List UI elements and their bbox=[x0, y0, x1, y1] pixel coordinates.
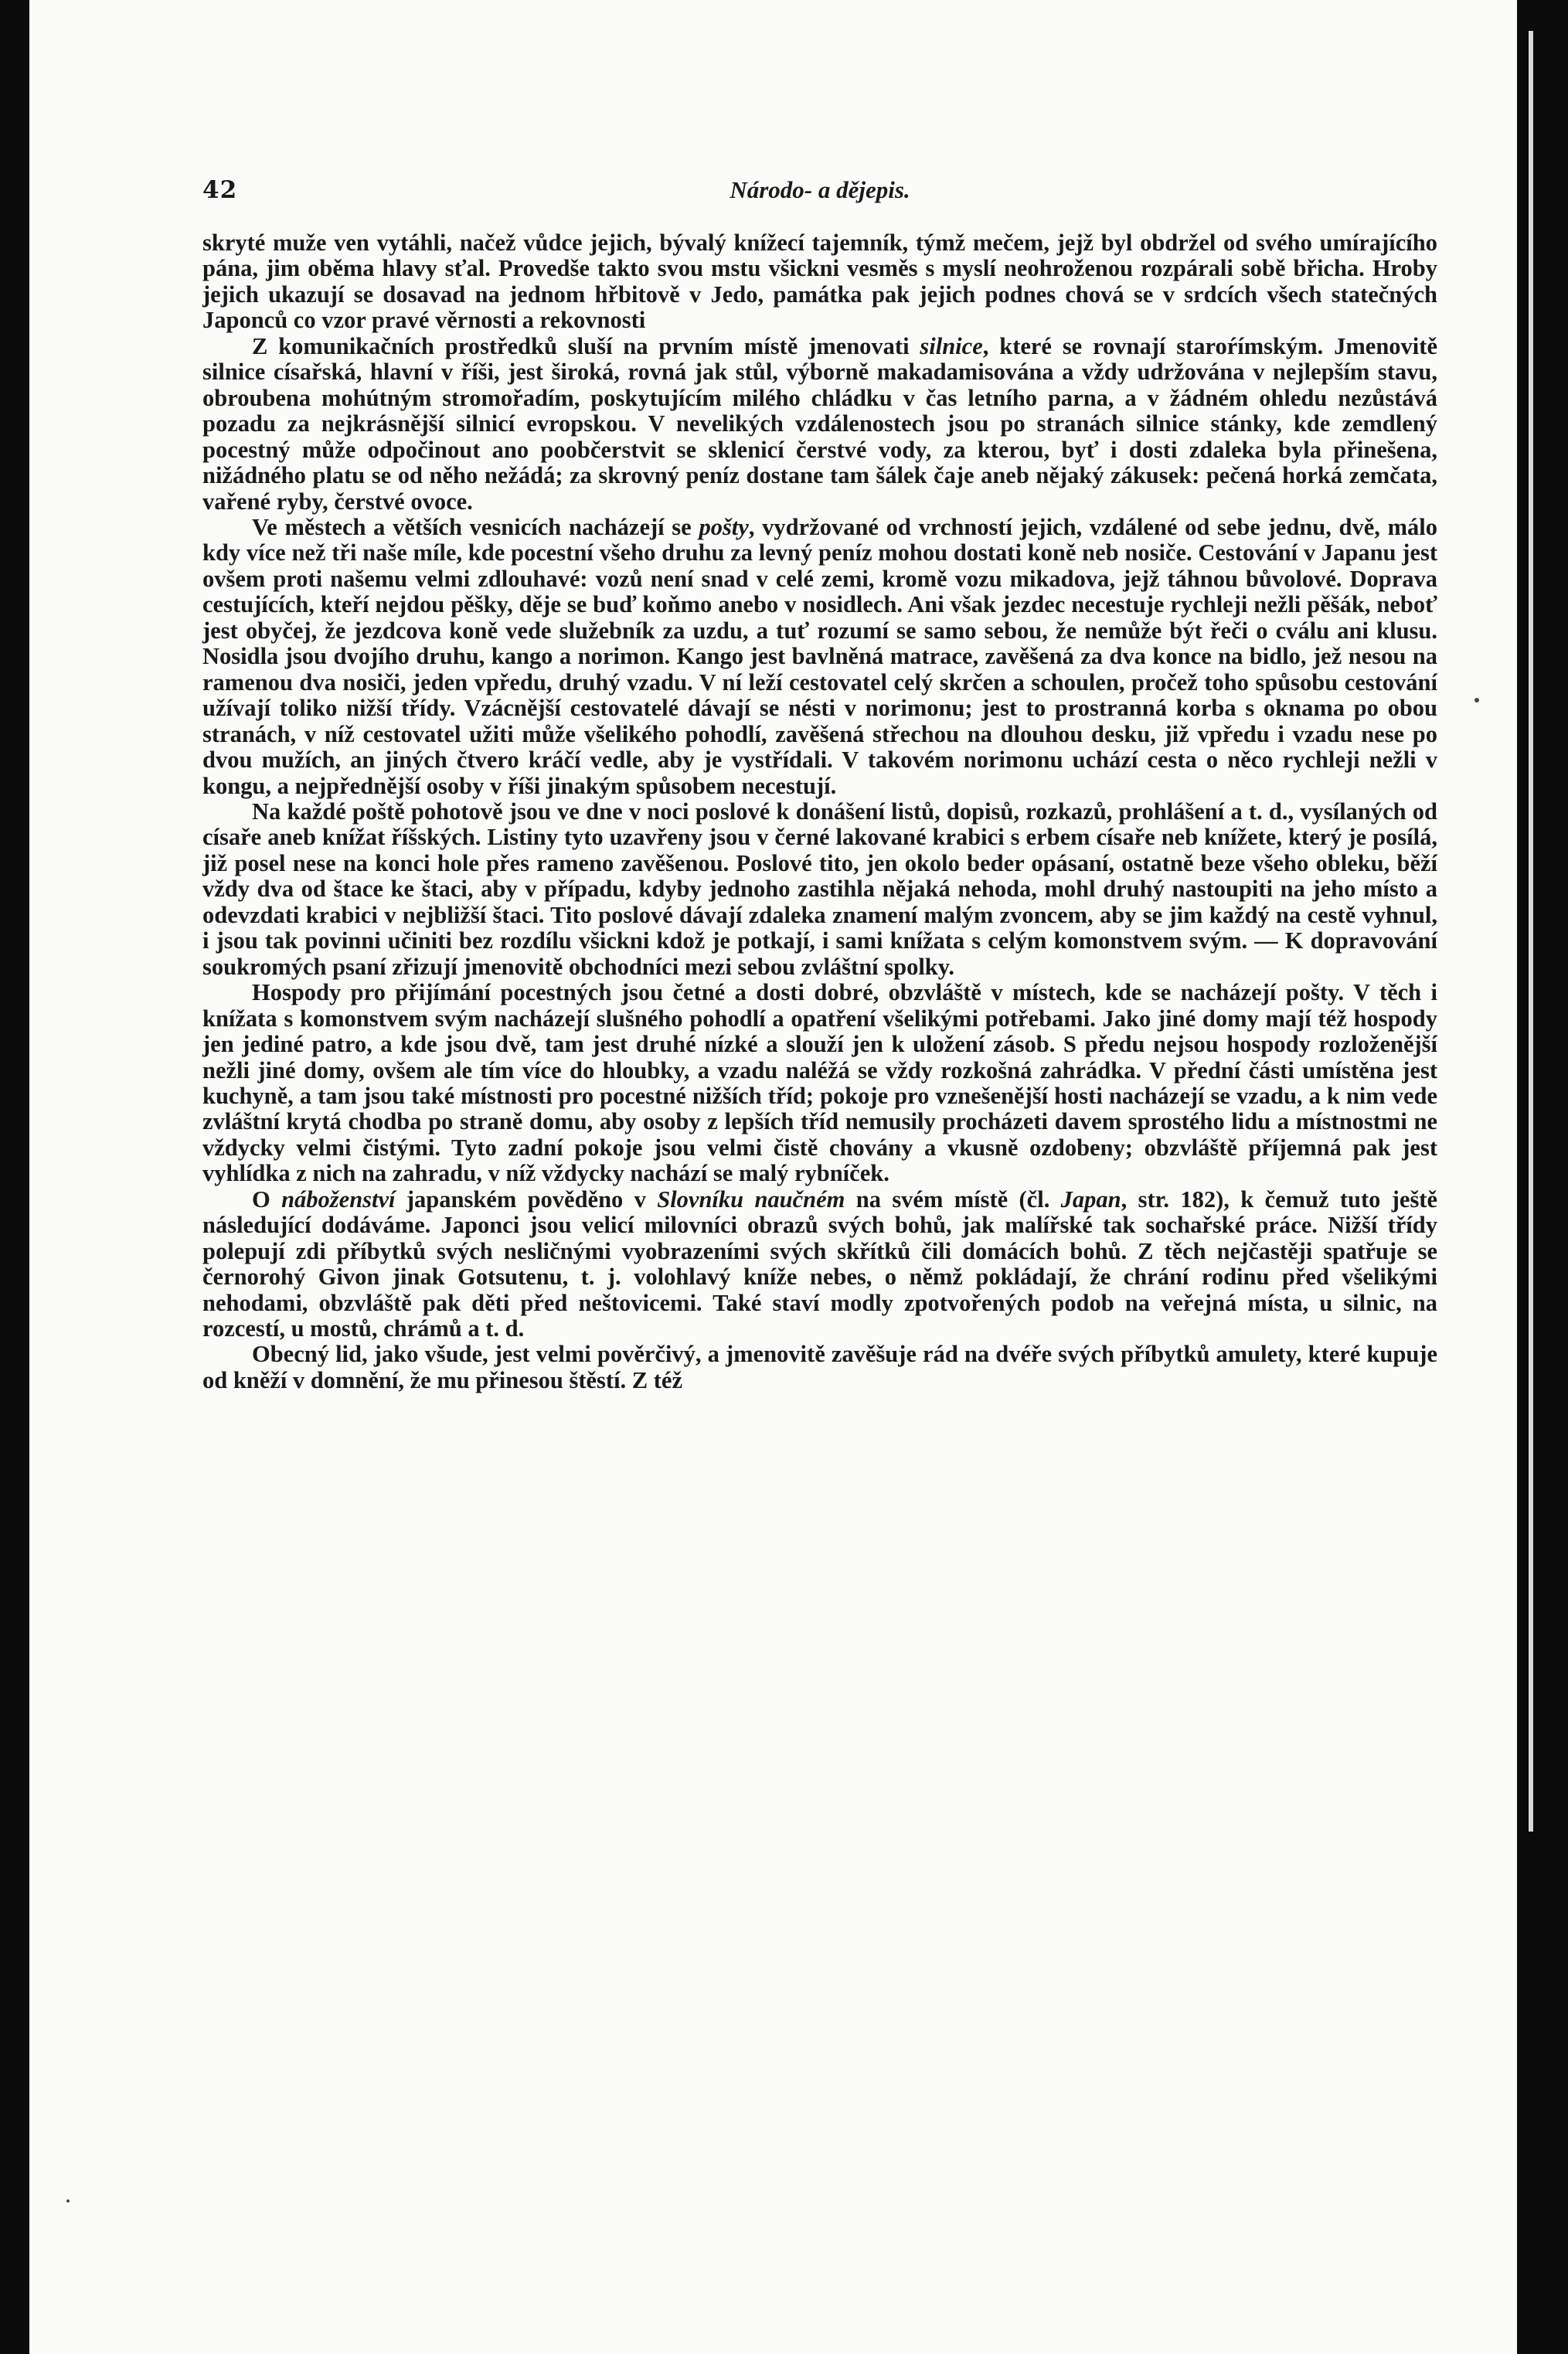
italic-term: náboženství bbox=[281, 1186, 396, 1213]
text-run: skryté muže ven vytáhli, načež vůdce jejich, bývalý knížecí tajemník, týmž mečem, jejž byl obdržel od svého umírajícího pána, jim oběma hlavy sťal. Provedše takto svou mstu všickni vesměs s myslí neohroženou rozpárali sobě břicha. Hroby jejich ukazují se dosavad na jednom hřbitově v Jedo, památka pak jejich podnes chová se v srdcích všech statečných Japonců co vzor pravé věrnosti a rekovnosti bbox=[202, 230, 1437, 334]
italic-term: Japan bbox=[1060, 1186, 1121, 1213]
text-run: , které se rovnají staroŕímským. Jmenovitě silnice císařská, hlavní v říši, jest široká, rovná jak stůl, výborně makadamisována a vždy udržována v nejlepším stavu, obroubena mohútným stromořadím, poskytujícím milého chládku v čas letního parna, a v žádném ohledu nezůstává pozadu za nejkrásnější silnicí evropskou. V nevelikých vzdálenostech jsou po stranách silnice stánky, kde zemdlený pocestný může odpočinout ano poobčerstvit se sklenicí čerstvé vody, za kterou, byť i dosti zdaleka byla přinešena, nižádného platu se od něho nežádá; za skrovný peníz dostane tam šálek čaje aneb nějaký zákusek: pečená horká zemčata, vařené ryby, čerstvé ovoce. bbox=[202, 332, 1437, 515]
text-run: Z komunikačních prostředků sluší na prvním místě jmenovati bbox=[252, 332, 920, 359]
text-run: japanském pověděno v bbox=[395, 1186, 658, 1213]
italic-term: Slovníku naučném bbox=[657, 1186, 845, 1213]
text-run: O bbox=[252, 1186, 282, 1213]
paragraph bbox=[202, 334, 1437, 515]
scan-speck bbox=[66, 2199, 70, 2203]
scan-left-border bbox=[0, 0, 29, 2354]
page-header bbox=[202, 176, 1437, 207]
italic-term: silnice bbox=[920, 332, 983, 359]
paragraph bbox=[202, 799, 1437, 980]
paragraph bbox=[202, 1342, 1437, 1393]
body-text bbox=[202, 230, 1437, 1393]
paragraph bbox=[202, 1187, 1437, 1342]
paragraph bbox=[202, 230, 1437, 334]
text-run: , str. 182), k čemuž tuto ještě následující dodáváme. Japonci jsou velicí milovníci obrazů svých bohů, jak malířské tak sochařské práce. Nižší třídy polepují zdi příbytků svých nesličnými vyobrazeními svých skřítků čili domácích bohů. Z těch nejčastěji spatřuje se černorohý Givon jinak Gotsutenu, t. j. volohlavý kníže nebes, o němž pokládají, že chrání rodinu před všelikými nehodami, obzvláště pak děti před neštovicemi. Také staví modly zpotvořených podob na veřejná místa, u silnic, na rozcestí, u mostů, chrámů a t. d. bbox=[202, 1186, 1438, 1342]
paragraph bbox=[202, 980, 1437, 1187]
scan-speck bbox=[1474, 698, 1479, 702]
text-run: na svém místě (čl. bbox=[845, 1186, 1061, 1213]
page-number: 42 bbox=[202, 176, 238, 204]
text-run: Hospody pro přijímání pocestných jsou četné a dosti dobré, obzvláště v místech, kde se nacházejí pošty. V těch i knížata s komonstvem svým nacházejí slušného pohodlí a opatření všelikými potřebami. Jako jiné domy mají též hospody jen jediné patro, a kde jsou dvě, tam jest druhé nízké a slouží jen k uložení zásob. S předu nejsou hospody rozloženější nežli jiné domy, ovšem ale tím více do hloubky, a vzadu naléžá se vždy rozkošná zahrádka. V přední části umístěna jest kuchyně, a tam jsou také místnosti pro pocestné nižších tříd; pokoje pro vznešenější hosti nacházejí se vzadu, a k nim vede zvláštní krytá chodba po straně domu, aby osoby z lepších tříd nemusily procházeti davem sprostého lidu a místnostmi ne vždycky velmi čistými. Tyto zadní pokoje jsou velmi čistě chovány a vkusně ozdobeny; obzvláště příjemná pak jest vyhlídka z nich na zahradu, v níž vždycky nachází se malý rybníček. bbox=[202, 979, 1437, 1187]
text-run: Ve městech a větších vesnicích nacházejí se bbox=[252, 513, 699, 540]
italic-term: pošty bbox=[699, 513, 749, 540]
paragraph bbox=[202, 515, 1437, 799]
scan-page-edge bbox=[1529, 31, 1533, 1832]
scan-right-border bbox=[1517, 0, 1568, 2354]
text-run: , vydržované od vrchností jejich, vzdálené od sebe jednu, dvě, málo kdy více než tři naše míle, kde pocestní všeho druhu za levný peníz mohou dostati koně neb nosiče. Cestování v Japanu jest ovšem proti našemu velmi zdlouhavé: vozů není snad v celé zemi, kromě vozu mikadova, jejž táhnou bůvolové. Doprava cestujících, kteří nejdou pěšky, děje se buď koňmo anebo v nosidlech. Ani však jezdec necestuje rychleji nežli pěšák, neboť jest obyčej, že jezdcova koně vede služebník za uzdu, a tuť rozumí se samo sebou, že nemůže být řeči o cválu ani klusu. Nosidla jsou dvojího druhu, kango a norimon. Kango jest bavlněná matrace, zavěšená za dva konce na bidlo, jež nesou na ramenou dva nosiči, jeden vpředu, druhý vzadu. V ní leží cestovatel celý skrčen a schoulen, pročež toho spůsobu cestování užívají toliko nižší třídy. Vzácnější cestovatelé dávají se nésti v norimonu; jest to prostranná korba s oknama po obou stranách, v níž cestovatel užiti může všelikého pohodlí, zavěšená střechou na dlouhou desku, již vpředu i vzadu nese po dvou mužích, an jiných čtvero kráčí vedle, aby je vystřídali. V takovém norimonu uchází cesta o něco rychleji nežli v kongu, a nejpřednější osoby v říši jinakým spůsobem necestují. bbox=[202, 513, 1437, 799]
text-run: Na každé poště pohotově jsou ve dne v noci poslové k donášení listů, dopisů, rozkazů, prohlášení a t. d., vysílaných od císaře aneb knížat říšských. Listiny tyto uzavřeny jsou v černé lakované krabici s erbem císaře neb knížete, který je posílá, již posel nese na konci hole přes rameno zavěšenou. Poslové tito, jen okolo beder opásaní, ostatně beze všeho obleku, běží vždy dva od štace ke štaci, aby v případu, kdyby jednoho zastihla nějaká nehoda, mohl druhý nastoupiti na jeho místo a odevzdati krabici v nejbližší štaci. Tito poslové dávají zdaleka znamení malým zvoncem, aby se jim každý na cestě vyhnul, i jsou tak povinni učiniti bez rozdílu všickni kdož je potkají, i sami knížata s celým komonstvem svým. — K dopravování soukromých psaní zřizují jmenovitě obchodníci mezi sebou zvláštní spolky. bbox=[202, 798, 1437, 980]
text-run: Obecný lid, jako všude, jest velmi pověrčivý, a jmenovitě zavěšuje rád na dvéře svých příbytků amulety, které kupuje od kněží v domnění, že mu přinesou štěstí. Z též bbox=[202, 1341, 1437, 1393]
running-title: Národo- a dějepis. bbox=[730, 176, 910, 203]
